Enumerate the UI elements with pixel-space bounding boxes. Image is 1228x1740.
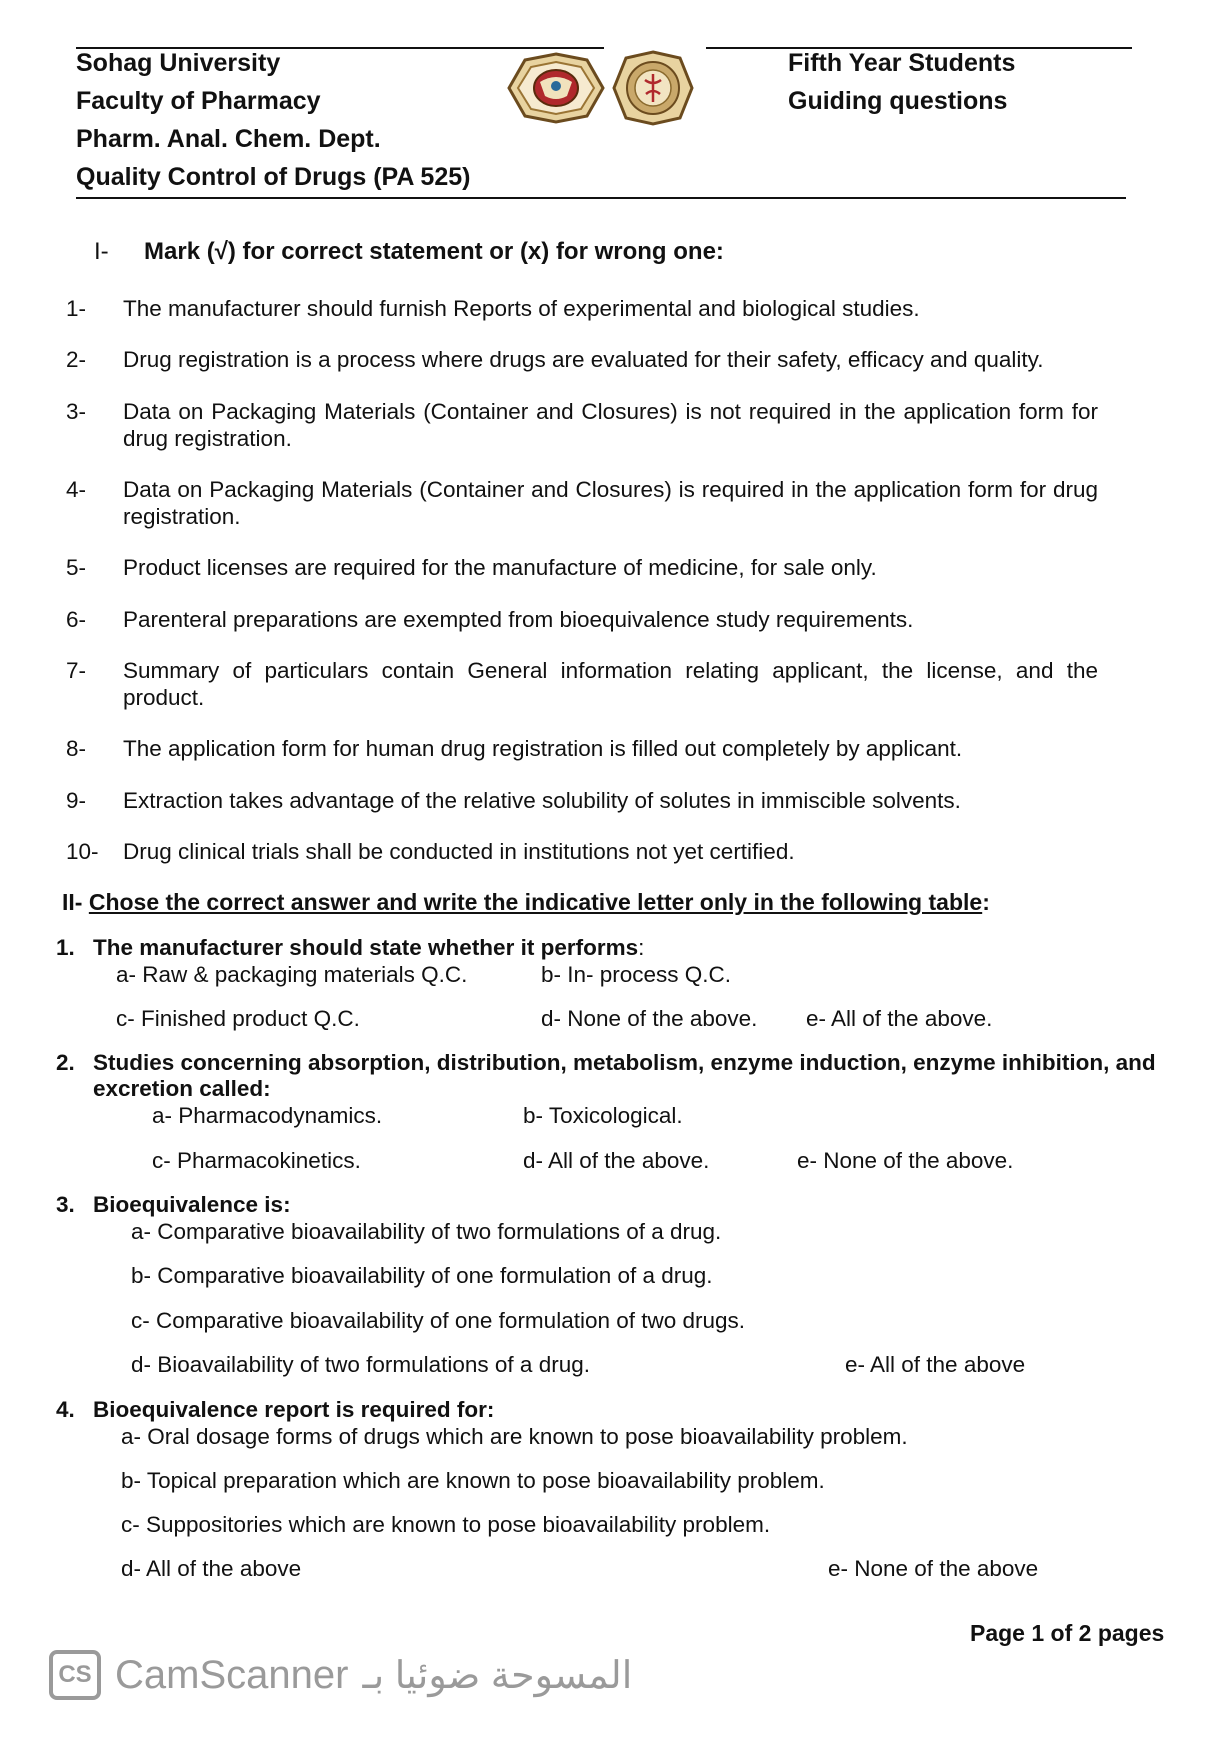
- tf-item-number: 5-: [66, 555, 87, 580]
- tf-item-number: 8-: [66, 736, 87, 761]
- option-c: c- Comparative bioavailability of one formulation of two drugs.: [131, 1308, 746, 1333]
- audience-label: Fifth Year Students: [788, 49, 1016, 77]
- option-b: b- Topical preparation which are known to pose bioavailability problem.: [121, 1468, 825, 1493]
- tf-item-text: Data on Packaging Materials (Container and Closures) is not required in the application form for drug registration.: [123, 399, 1098, 451]
- camscanner-logo-icon: CS: [49, 1650, 101, 1700]
- question-text: [93, 935, 644, 961]
- section-2-heading: [62, 889, 990, 916]
- question-text: Bioequivalence is:: [93, 1192, 291, 1217]
- tf-item-number: 6-: [66, 607, 87, 632]
- option-a: a- Comparative bioavailability of two formulations of a drug.: [131, 1219, 722, 1244]
- tf-item-number: 4-: [66, 477, 87, 502]
- tf-item-text: Product licenses are required for the manufacture of medicine, for sale only.: [123, 555, 877, 580]
- question-stem-colon: :: [638, 935, 645, 960]
- question-number: 1.: [56, 935, 75, 960]
- tf-item-number: 2-: [66, 347, 87, 372]
- option-e: e- None of the above: [828, 1556, 1039, 1581]
- header-right: [788, 44, 1015, 120]
- option-d: d- None of the above.: [541, 1006, 758, 1031]
- tf-item-text: The manufacturer should furnish Reports of experimental and biological studies.: [123, 296, 920, 321]
- course-name: Quality Control of Drugs (PA 525): [76, 163, 471, 191]
- question-text: Bioequivalence report is required for:: [93, 1397, 495, 1422]
- option-a: a- Pharmacodynamics.: [152, 1103, 383, 1128]
- watermark-arabic-caption: المسوحة ضوئيا بـ: [362, 1654, 633, 1697]
- section-2-title-colon: :: [982, 889, 990, 915]
- tf-item-number: 10-: [66, 839, 99, 864]
- question-stem: The manufacturer should state whether it performs: [93, 935, 639, 960]
- option-d: d- Bioavailability of two formulations of a drug.: [131, 1352, 590, 1377]
- section-1-heading: [94, 238, 724, 266]
- header-top-rule-left: [76, 47, 604, 49]
- question-text: Studies concerning absorption, distribution, metabolism, enzyme induction, enzyme inhibition, and excretion called:: [93, 1050, 1156, 1101]
- section-1-title: Mark (√) for correct statement or (x) for wrong one:: [144, 238, 724, 265]
- option-a: a- Oral dosage forms of drugs which are known to pose bioavailability problem.: [121, 1424, 908, 1449]
- camscanner-watermark: [49, 1647, 632, 1703]
- tf-item-text: Summary of particulars contain General information relating applicant, the license, and the product.: [123, 658, 1098, 710]
- tf-item-text: The application form for human drug registration is filled out completely by applicant.: [123, 736, 963, 761]
- section-1-numeral: I-: [94, 238, 109, 265]
- tf-item-text: Data on Packaging Materials (Container and Closures) is required in the application form for drug registration.: [123, 477, 1098, 529]
- option-d: d- All of the above.: [523, 1148, 710, 1173]
- option-b: b- Comparative bioavailability of one formulation of a drug.: [131, 1263, 713, 1288]
- tf-item-text: Drug clinical trials shall be conducted in institutions not yet certified.: [123, 839, 795, 864]
- option-b: b- Toxicological.: [523, 1103, 683, 1128]
- tf-item-text: Parenteral preparations are exempted from bioequivalence study requirements.: [123, 607, 914, 632]
- page-number: Page 1 of 2 pages: [970, 1620, 1165, 1646]
- tf-item-number: 7-: [66, 658, 87, 683]
- department-name: Pharm. Anal. Chem. Dept.: [76, 125, 381, 153]
- option-b: b- In- process Q.C.: [541, 962, 732, 987]
- tf-item-text: Drug registration is a process where drugs are evaluated for their safety, efficacy and quality.: [123, 347, 1044, 372]
- watermark-brand: CamScanner: [115, 1652, 349, 1697]
- option-a: a- Raw & packaging materials Q.C.: [116, 962, 468, 987]
- option-c: c- Suppositories which are known to pose bioavailability problem.: [121, 1512, 771, 1537]
- question-number: 3.: [56, 1192, 75, 1217]
- section-2-numeral: II-: [62, 889, 89, 915]
- question-number: 2.: [56, 1050, 75, 1075]
- university-seal-logo: [612, 50, 694, 126]
- option-c: c- Pharmacokinetics.: [152, 1148, 361, 1173]
- question-number: 4.: [56, 1397, 75, 1422]
- option-c: c- Finished product Q.C.: [116, 1006, 360, 1031]
- faculty-name: Faculty of Pharmacy: [76, 87, 321, 115]
- option-e: e- All of the above: [845, 1352, 1026, 1377]
- tf-item-number: 3-: [66, 399, 87, 424]
- faculty-seal-logo: [507, 52, 605, 124]
- tf-item-number: 1-: [66, 296, 87, 321]
- university-name: Sohag University: [76, 49, 281, 77]
- option-d: d- All of the above: [121, 1556, 302, 1581]
- section-2-title: Chose the correct answer and write the indicative letter only in the following table: [88, 889, 983, 915]
- tf-item-text: Extraction takes advantage of the relative solubility of solutes in immiscible solvents.: [123, 788, 961, 813]
- header-top-rule-right: [706, 47, 1132, 49]
- document-type-label: Guiding questions: [788, 87, 1008, 115]
- tf-item-number: 9-: [66, 788, 87, 813]
- option-e: e- All of the above.: [806, 1006, 993, 1031]
- header-left: [76, 44, 470, 196]
- option-e: e- None of the above.: [797, 1148, 1014, 1173]
- header-bottom-rule: [76, 197, 1126, 199]
